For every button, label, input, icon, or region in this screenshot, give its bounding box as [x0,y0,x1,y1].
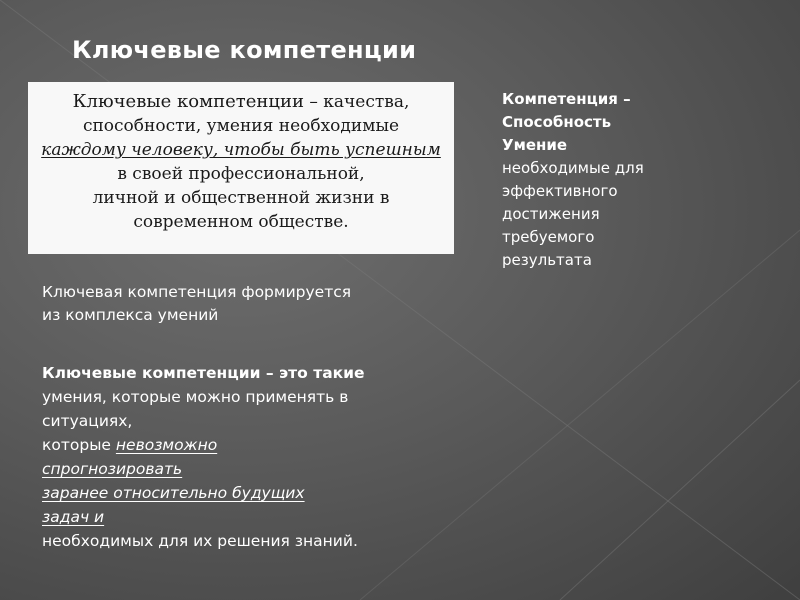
definition-line-2: способности, умения необходимые [82,116,400,136]
definition-dash-text: – качества, [303,92,410,112]
competence-line-7: требуемого [502,228,595,246]
competence-line-8: результата [502,251,592,269]
definition-line-1 [34,90,448,114]
paragraph2-line-4-prefix: которые [42,436,116,454]
definition-term: Ключевые компетенции [72,91,304,112]
paragraph1-line-1: Ключевая компетенция формируется [42,283,352,301]
competence-line-4: необходимые для [502,159,644,177]
definition-line-6: современном обществе. [133,212,349,232]
definition-line-4: в своей профессиональной, [117,164,365,184]
paragraph2-bold-line: Ключевые компетенции – это такие [42,364,365,382]
paragraph2-line-7: задач и [42,508,105,526]
competence-line-6: достижения [502,205,600,223]
paragraph2-line-3: ситуациях, [42,412,133,430]
paragraph2-line-6: заранее относительно будущих [42,484,305,502]
competence-bold-3: Умение [502,136,568,154]
competence-line-5: эффективного [502,182,618,200]
slide-title: Ключевые компетенции [72,36,417,64]
competence-block [502,88,702,272]
definition-line-3: каждому человеку, чтобы быть успешным [41,140,441,160]
paragraph2-line-4 [42,433,442,457]
paragraph-definition [42,361,442,553]
competence-bold-1: Компетенция – [502,90,631,108]
definition-box [28,82,454,254]
paragraph2-line-8: необходимых для их решения знаний. [42,532,358,550]
paragraph-formation [42,281,442,327]
paragraph2-line-2: умения, которые можно применять в [42,388,349,406]
paragraph1-line-2: из комплекса умений [42,306,219,324]
paragraph2-line-4-underlined: невозможно [115,436,218,454]
paragraph2-line-5: спрогнозировать [42,460,183,478]
definition-line-5: личной и общественной жизни в [92,188,390,208]
competence-bold-2: Способность [502,113,612,131]
